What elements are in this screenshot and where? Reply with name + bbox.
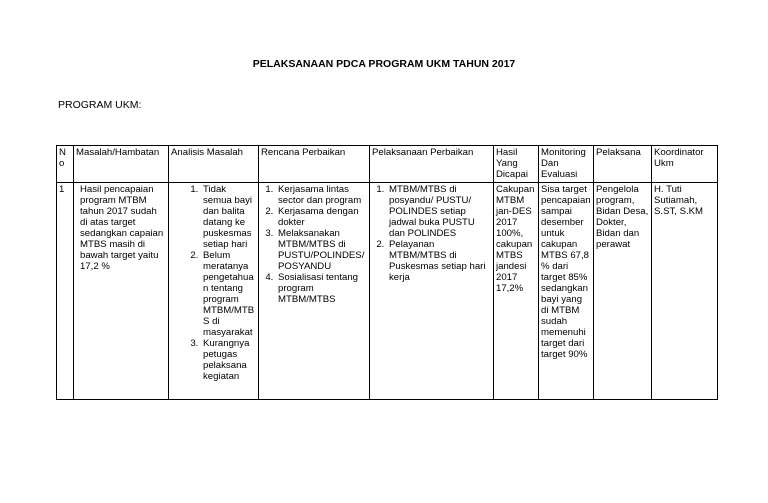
cell-rencana <box>259 183 370 400</box>
list-item: 3. Melaksanakan MTBM/MTBS di PUSTU/POLINDES/POSYANDU <box>276 228 367 272</box>
header-koordinator: Koordinator Ukm <box>652 146 718 183</box>
cell-monitoring: Sisa target pencapaian sampai desember untuk cakupan MTBS 67,8 % dari target 85% sedangkan bayi yang di MTBM sudah memenuhi target dari target 90% <box>539 183 594 400</box>
cell-masalah <box>74 183 169 400</box>
list-item: 4. Sosialisasi tentang program MTBM/MTBS <box>276 272 367 305</box>
list-item: 2. Belum meratanya pengetahuan tentang program MTBM/MTBS di masyarakat <box>201 250 256 338</box>
table-row <box>57 183 718 400</box>
list-item: 1. Tidak semua bayi dan balita datang ke puskesmas setiap hari <box>201 184 256 250</box>
list-item: 1. Kerjasama lintas sector dan program <box>276 184 367 206</box>
program-label: PROGRAM UKM: <box>58 99 142 111</box>
header-pelaksana: Pelaksana <box>594 146 652 183</box>
list-item: 2. Kerjasama dengan dokter <box>276 206 367 228</box>
analisis-list <box>171 184 256 382</box>
cell-analisis <box>169 183 259 400</box>
pdca-table <box>56 145 718 400</box>
list-item: 1. MTBM/MTBS di posyandu/ PUSTU/ POLINDES setiap jadwal buka PUSTU dan POLINDES <box>387 184 491 239</box>
list-item: 3. Kurangnya petugas pelaksana kegiatan <box>201 338 256 382</box>
rencana-list <box>261 184 367 305</box>
cell-hasil: Cakupan MTBM jan-DES 2017 100%, cakupan MTBS jandesi 2017 17,2% <box>494 183 539 400</box>
cell-pelaksanaan <box>370 183 494 400</box>
masalah-text: Hasil pencapaian program MTBM tahun 2017 sudah di atas target sedangkan capaian MTBS masih di bawah target yaitu 17,2 % <box>80 184 164 272</box>
header-hasil: Hasil Yang Dicapai <box>494 146 539 183</box>
cell-koordinator: H. Tuti Sutiamah, S.ST, S.KM <box>652 183 718 400</box>
header-pelaksanaan: Pelaksanaan Perbaikan <box>370 146 494 183</box>
page-title: PELAKSANAAN PDCA PROGRAM UKM TAHUN 2017 <box>252 58 516 70</box>
pelaksanaan-list <box>372 184 491 283</box>
header-no: N o <box>57 146 74 183</box>
cell-no: 1 <box>57 183 74 400</box>
list-item: 2. Pelayanan MTBM/MTBS di Puskesmas setiap hari kerja <box>387 239 491 283</box>
header-monitoring: Monitoring Dan Evaluasi <box>539 146 594 183</box>
header-rencana: Rencana Perbaikan <box>259 146 370 183</box>
header-masalah: Masalah/Hambatan <box>74 146 169 183</box>
cell-pelaksana: Pengelola program, Bidan Desa, Dokter, Bidan dan perawat <box>594 183 652 400</box>
header-row <box>57 146 718 183</box>
header-analisis: Analisis Masalah <box>169 146 259 183</box>
